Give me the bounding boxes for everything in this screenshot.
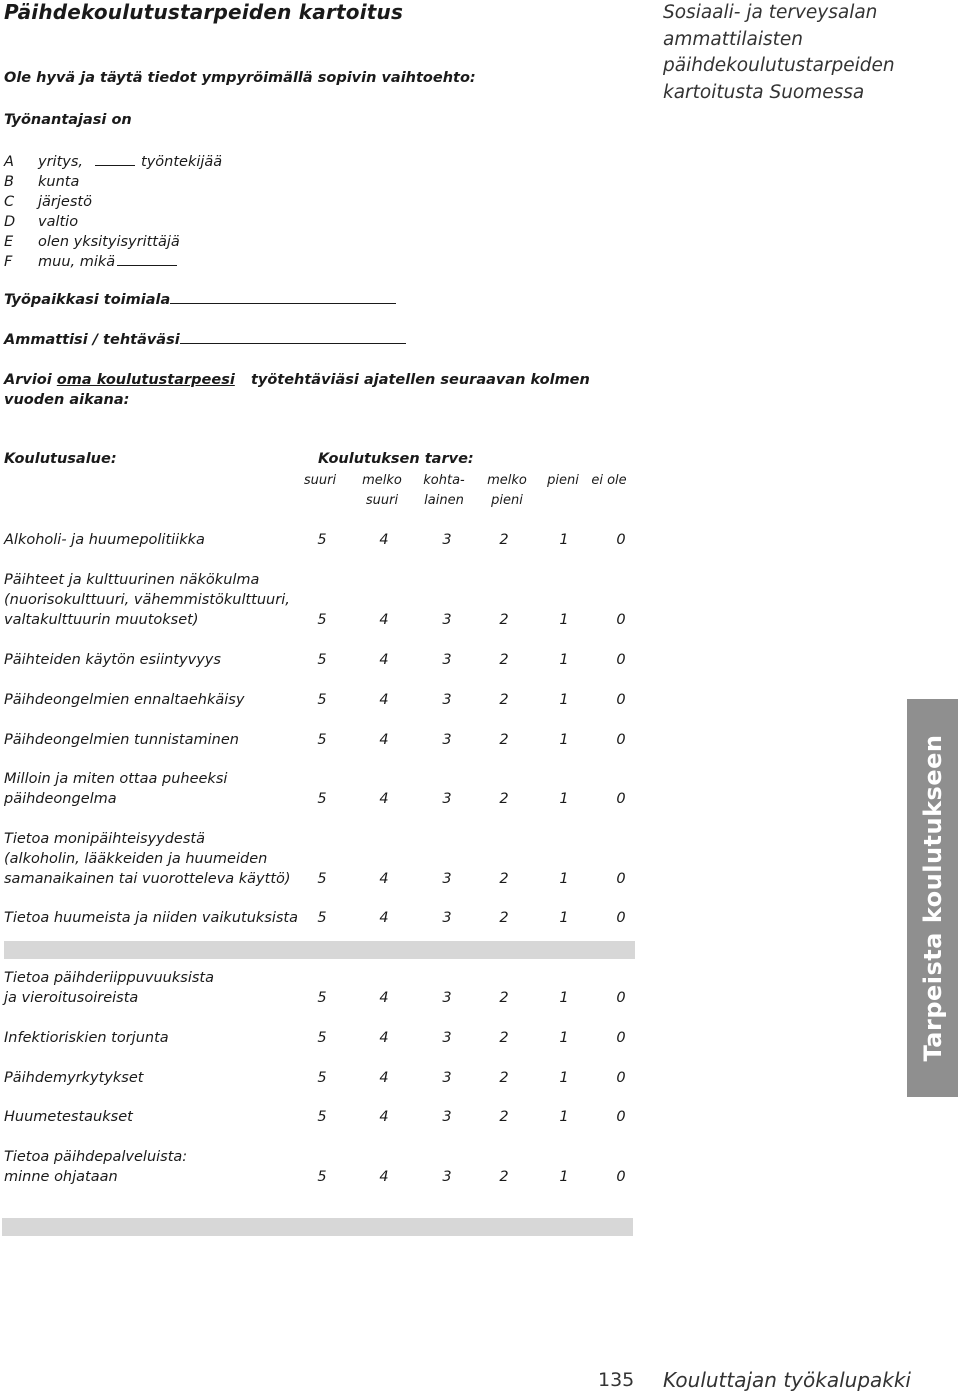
section-divider: [2, 1218, 633, 1236]
option-letter: C: [4, 194, 15, 210]
score-option-3[interactable]: 3: [442, 990, 452, 1006]
score-option-2[interactable]: 2: [499, 732, 509, 748]
row-label: Päihteiden käytön esiintyvyys: [4, 652, 221, 668]
occupation-label: Ammattisi / tehtäväsi: [4, 332, 180, 348]
row-label: Tietoa päihdepalveluista:: [4, 1149, 188, 1165]
option-letter: B: [4, 174, 14, 190]
score-option-3[interactable]: 3: [442, 910, 452, 926]
employer-option-c[interactable]: [4, 192, 222, 212]
score-option-0[interactable]: 0: [616, 1070, 626, 1086]
scale-header-4: melko suuri: [362, 473, 402, 508]
row-label: samanaikainen tai vuorotteleva käyttö): [4, 871, 291, 887]
prompt-suffix: työtehtäviäsi ajatellen seuraavan kolmen vuoden aikana:: [4, 372, 590, 408]
score-option-0[interactable]: 0: [616, 871, 626, 887]
score-option-3[interactable]: 3: [442, 732, 452, 748]
score-option-3[interactable]: 3: [442, 1169, 452, 1185]
score-option-4[interactable]: 4: [379, 791, 389, 807]
score-option-4[interactable]: 4: [379, 1030, 389, 1046]
row-label: päihdeongelma: [4, 791, 117, 807]
score-option-0[interactable]: 0: [616, 1109, 626, 1125]
option-text: muu, mikä: [38, 254, 116, 270]
option-text: yritys,: [38, 154, 84, 170]
assessment-prompt: [4, 370, 624, 410]
option-letter: A: [4, 154, 14, 170]
score-option-1[interactable]: 1: [559, 1109, 569, 1125]
score-option-4[interactable]: 4: [379, 732, 389, 748]
score-option-4[interactable]: 4: [379, 612, 389, 628]
scale-header-2: melko pieni: [487, 473, 527, 508]
score-option-2[interactable]: 2: [499, 532, 509, 548]
score-option-5[interactable]: 5: [317, 1169, 327, 1185]
scale-header-1: pieni: [547, 473, 579, 488]
score-option-3[interactable]: 3: [442, 1070, 452, 1086]
occupation-field[interactable]: [180, 330, 406, 344]
score-option-2[interactable]: 2: [499, 612, 509, 628]
section-divider: [4, 941, 635, 959]
employer-option-a[interactable]: [4, 152, 222, 172]
score-option-2[interactable]: 2: [499, 1070, 509, 1086]
occupation-row: [4, 330, 406, 348]
score-option-0[interactable]: 0: [616, 692, 626, 708]
score-option-5[interactable]: 5: [317, 652, 327, 668]
row-label: Tietoa päihderiippuvuuksista: [4, 970, 214, 986]
industry-label: Työpaikkasi toimiala: [4, 292, 171, 308]
employer-options-list: [4, 152, 222, 272]
score-option-1[interactable]: 1: [559, 1030, 569, 1046]
score-option-3[interactable]: 3: [442, 791, 452, 807]
score-option-3[interactable]: 3: [442, 1030, 452, 1046]
prompt-emphasis: oma koulutustarpeesi: [56, 372, 235, 388]
score-option-5[interactable]: 5: [317, 990, 327, 1006]
score-option-1[interactable]: 1: [559, 692, 569, 708]
page-number: 135: [598, 1369, 635, 1391]
option-suffix: työntekijää: [141, 154, 223, 170]
option-letter: D: [4, 214, 16, 230]
score-option-0[interactable]: 0: [616, 910, 626, 926]
side-tab-label: Tarpeista koulutukseen: [918, 734, 947, 1062]
score-option-2[interactable]: 2: [499, 910, 509, 926]
score-option-5[interactable]: 5: [317, 871, 327, 887]
score-option-0[interactable]: 0: [616, 652, 626, 668]
score-option-4[interactable]: 4: [379, 1169, 389, 1185]
row-label: Tietoa huumeista ja niiden vaikutuksista: [4, 910, 298, 926]
score-option-4[interactable]: 4: [379, 652, 389, 668]
row-label: Milloin ja miten ottaa puheeksi: [4, 771, 228, 787]
score-option-1[interactable]: 1: [559, 910, 569, 926]
option-letter: F: [4, 254, 13, 270]
score-option-0[interactable]: 0: [616, 1030, 626, 1046]
employer-label: Työnantajasi on: [4, 112, 132, 128]
score-option-1[interactable]: 1: [559, 652, 569, 668]
row-label: ja vieroitusoireista: [4, 990, 139, 1006]
score-option-1[interactable]: 1: [559, 612, 569, 628]
employer-option-f[interactable]: [4, 252, 222, 272]
footer-title: Kouluttajan työkalupakki: [663, 1368, 911, 1392]
option-text: olen yksityisyrittäjä: [38, 234, 180, 250]
score-option-3[interactable]: 3: [442, 612, 452, 628]
score-option-2[interactable]: 2: [499, 1030, 509, 1046]
row-label: Päihdeongelmien ennaltaehkäisy: [4, 692, 245, 708]
need-column-header: Koulutuksen tarve:: [318, 451, 474, 467]
employer-option-b[interactable]: [4, 172, 222, 192]
score-option-1[interactable]: 1: [559, 532, 569, 548]
score-option-0[interactable]: 0: [616, 990, 626, 1006]
row-label: minne ohjataan: [4, 1169, 118, 1185]
employee-count-field[interactable]: [95, 152, 135, 166]
score-option-1[interactable]: 1: [559, 732, 569, 748]
row-label: valtakulttuurin muutokset): [4, 612, 199, 628]
instruction-text: Ole hyvä ja täytä tiedot ympyröimällä sopivin vaihtoehto:: [4, 70, 476, 86]
score-option-3[interactable]: 3: [442, 692, 452, 708]
scale-header-3: kohta- lainen: [423, 473, 465, 508]
score-option-4[interactable]: 4: [379, 990, 389, 1006]
score-option-2[interactable]: 2: [499, 791, 509, 807]
score-option-5[interactable]: 5: [317, 1109, 327, 1125]
row-label: (nuorisokulttuuri, vähemmistökulttuuri,: [4, 592, 290, 608]
score-option-2[interactable]: 2: [499, 652, 509, 668]
score-option-0[interactable]: 0: [616, 1169, 626, 1185]
score-option-3[interactable]: 3: [442, 871, 452, 887]
score-option-1[interactable]: 1: [559, 1070, 569, 1086]
score-option-1[interactable]: 1: [559, 791, 569, 807]
score-option-0[interactable]: 0: [616, 532, 626, 548]
score-option-5[interactable]: 5: [317, 910, 327, 926]
score-option-1[interactable]: 1: [559, 871, 569, 887]
score-option-0[interactable]: 0: [616, 791, 626, 807]
score-option-3[interactable]: 3: [442, 652, 452, 668]
scale-header-0: ei ole: [591, 473, 627, 488]
option-text: valtio: [38, 214, 79, 230]
other-employer-field[interactable]: [117, 252, 177, 266]
score-option-5[interactable]: 5: [317, 732, 327, 748]
industry-field[interactable]: [170, 290, 396, 304]
row-label: Huumetestaukset: [4, 1109, 133, 1125]
score-option-5[interactable]: 5: [317, 1070, 327, 1086]
option-text: järjestö: [38, 194, 92, 210]
score-option-4[interactable]: 4: [379, 1109, 389, 1125]
score-option-1[interactable]: 1: [559, 1169, 569, 1185]
side-tab: [907, 699, 958, 1097]
score-option-4[interactable]: 4: [379, 532, 389, 548]
document-subtitle: Sosiaali- ja terveysalan ammattilaisten päihdekoulutustarpeiden kartoitusta Suomessa: [663, 2, 895, 103]
score-option-2[interactable]: 2: [499, 692, 509, 708]
row-label: Päihteet ja kulttuurinen näkökulma: [4, 572, 260, 588]
row-label: Päihdemyrkytykset: [4, 1070, 144, 1086]
score-option-5[interactable]: 5: [317, 1030, 327, 1046]
score-option-0[interactable]: 0: [616, 732, 626, 748]
score-option-2[interactable]: 2: [499, 1169, 509, 1185]
employer-option-d[interactable]: [4, 212, 222, 232]
employer-option-e[interactable]: [4, 232, 222, 252]
score-option-2[interactable]: 2: [499, 1109, 509, 1125]
score-option-5[interactable]: 5: [317, 612, 327, 628]
score-option-4[interactable]: 4: [379, 1070, 389, 1086]
score-option-4[interactable]: 4: [379, 692, 389, 708]
row-label: Alkoholi- ja huumepolitiikka: [4, 532, 205, 548]
score-option-3[interactable]: 3: [442, 532, 452, 548]
page-title: Päihdekoulutustarpeiden kartoitus: [4, 0, 404, 24]
score-option-4[interactable]: 4: [379, 910, 389, 926]
score-option-2[interactable]: 2: [499, 990, 509, 1006]
row-label: Tietoa monipäihteisyydestä: [4, 831, 205, 847]
score-option-4[interactable]: 4: [379, 871, 389, 887]
row-label: Infektioriskien torjunta: [4, 1030, 169, 1046]
score-option-5[interactable]: 5: [317, 532, 327, 548]
score-option-3[interactable]: 3: [442, 1109, 452, 1125]
row-label: (alkoholin, lääkkeiden ja huumeiden: [4, 851, 268, 867]
option-text: kunta: [38, 174, 80, 190]
area-column-header: Koulutusalue:: [4, 451, 117, 467]
score-option-2[interactable]: 2: [499, 871, 509, 887]
score-option-0[interactable]: 0: [616, 612, 626, 628]
row-label: Päihdeongelmien tunnistaminen: [4, 732, 239, 748]
score-option-1[interactable]: 1: [559, 990, 569, 1006]
score-option-5[interactable]: 5: [317, 692, 327, 708]
industry-row: [4, 290, 396, 308]
score-option-5[interactable]: 5: [317, 791, 327, 807]
option-letter: E: [4, 234, 14, 250]
scale-header-5: suuri: [303, 473, 337, 488]
prompt-prefix: Arvioi: [4, 372, 52, 388]
